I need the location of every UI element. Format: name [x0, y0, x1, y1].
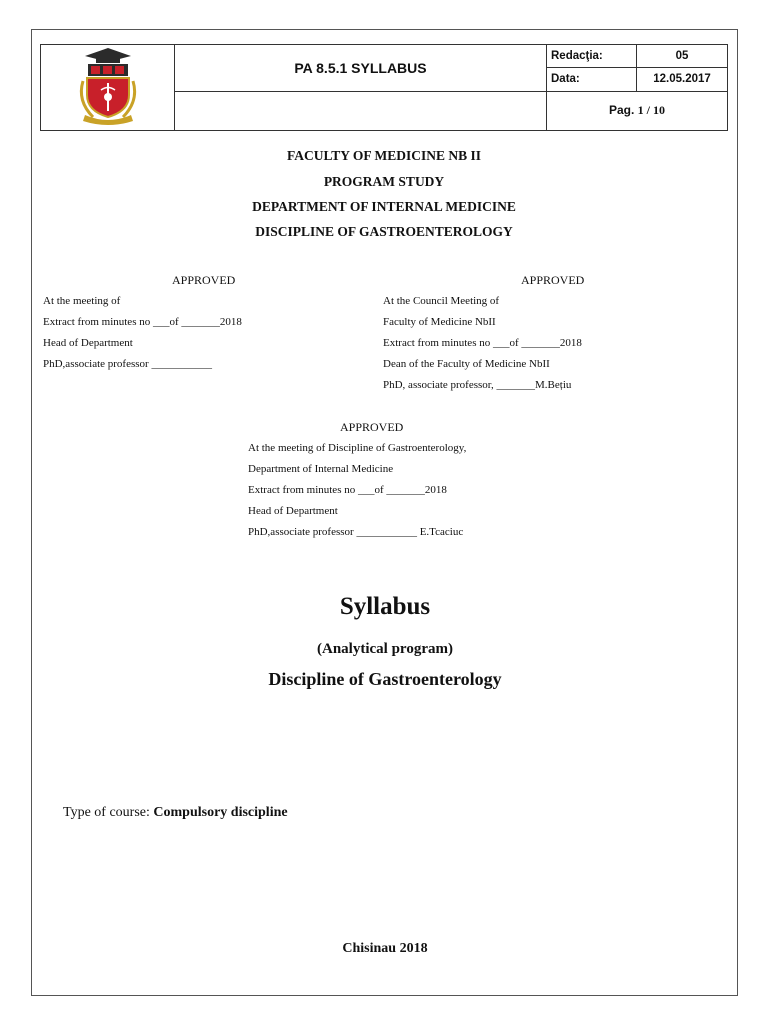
course-type-label: Type of course: — [63, 805, 154, 820]
course-type-value: Compulsory discipline — [153, 805, 288, 820]
page-value: 1 / 10 — [637, 103, 666, 118]
approved-right-title: APPROVED — [521, 273, 585, 287]
approved-right-line: Faculty of Medicine NbII — [383, 316, 496, 328]
title-spacer — [175, 91, 547, 130]
approved-left-line: Head of Department — [43, 337, 133, 349]
document-header — [40, 44, 728, 131]
syllabus-title: Syllabus — [339, 593, 431, 620]
approved-right-line: At the Council Meeting of — [383, 295, 500, 307]
page-number — [547, 91, 728, 130]
document-code-title: PA 8.5.1 SYLLABUS — [175, 45, 547, 92]
syllabus-discipline: Discipline of Gastroenterology — [268, 669, 502, 689]
redactia-value: 05 — [637, 45, 728, 68]
approved-right-line: PhD, associate professor, _______M.Bețiu — [383, 379, 572, 391]
approved-center-line: Head of Department — [248, 505, 338, 517]
date-value: 12.05.2017 — [637, 68, 728, 91]
place-year: Chisinau 2018 — [342, 941, 428, 956]
discipline-heading: DISCIPLINE OF GASTROENTEROLOGY — [255, 224, 513, 239]
approved-left-line: At the meeting of — [43, 295, 121, 307]
date-label: Data: — [547, 68, 637, 91]
university-crest-icon — [73, 45, 143, 125]
department-heading: DEPARTMENT OF INTERNAL MEDICINE — [252, 199, 516, 214]
page-prefix: Pag. — [608, 103, 635, 118]
approved-left-line: Extract from minutes no ___of _______2018 — [43, 316, 242, 328]
syllabus-subtitle: (Analytical program) — [317, 641, 453, 657]
approved-center-line: Extract from minutes no ___of _______2018 — [248, 484, 447, 496]
approved-center-title: APPROVED — [340, 420, 404, 434]
course-type — [63, 805, 288, 821]
program-heading: PROGRAM STUDY — [323, 174, 445, 189]
faculty-heading: FACULTY OF MEDICINE NB II — [286, 148, 482, 163]
approved-left-title: APPROVED — [172, 273, 236, 287]
redactia-label: Redacţia: — [547, 45, 637, 68]
approved-right-line: Dean of the Faculty of Medicine NbII — [383, 358, 550, 370]
approved-center-line: Department of Internal Medicine — [248, 463, 394, 475]
approved-center-line: PhD,associate professor ___________ E.Tcaciuc — [248, 526, 464, 538]
approved-center-line: At the meeting of Discipline of Gastroenterology, — [248, 442, 467, 454]
approved-right-line: Extract from minutes no ___of _______2018 — [383, 337, 582, 349]
university-crest-cell — [41, 45, 175, 131]
approved-left-line: PhD,associate professor ___________ — [43, 358, 212, 370]
